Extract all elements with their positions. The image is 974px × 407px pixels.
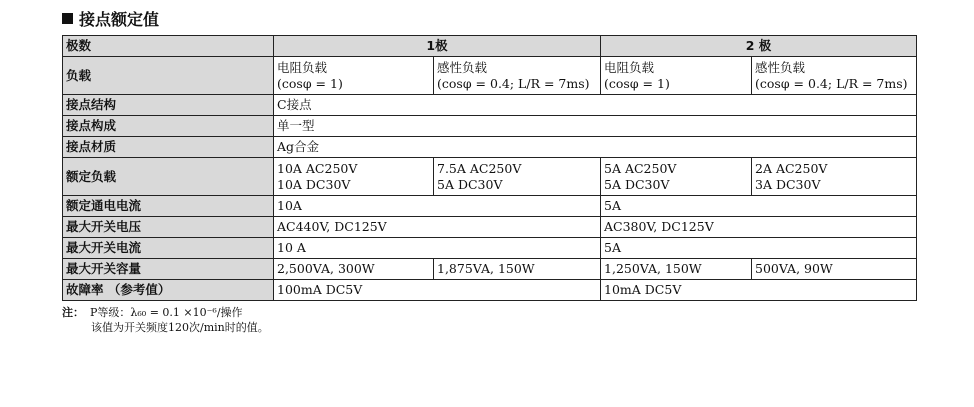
table-row (63, 57, 917, 95)
table-cell: AC440V, DC125V (274, 217, 601, 238)
row-header-max-capacity: 最大开关容量 (63, 259, 274, 280)
table-cell: 5A (601, 196, 917, 217)
table-row (63, 158, 917, 196)
column-header-1-pole: 1极 (274, 36, 601, 57)
table-cell: 2,500VA, 300W (274, 259, 434, 280)
footnote-label: 注： (62, 306, 84, 319)
section-title-text: 接点额定值 (79, 10, 160, 29)
table-cell: 电阻负载 (cosφ = 1) (274, 57, 434, 95)
table-cell: C接点 (274, 95, 917, 116)
footnote-line-1: P等级：λ₆₀ = 0.1 ×10⁻⁶/操作 (90, 306, 243, 319)
table-row (63, 217, 917, 238)
footnote (62, 305, 269, 335)
table-cell: 7.5A AC250V 5A DC30V (434, 158, 601, 196)
column-header-2-pole: 2 极 (601, 36, 917, 57)
table-cell: 单一型 (274, 116, 917, 137)
table-cell: 1,875VA, 150W (434, 259, 601, 280)
table-cell: 100mA DC5V (274, 280, 601, 301)
section-title (62, 7, 159, 30)
table-row (63, 280, 917, 301)
table-row (63, 116, 917, 137)
table-cell: 电阻负载 (cosφ = 1) (601, 57, 752, 95)
table-cell: 500VA, 90W (752, 259, 917, 280)
square-bullet-icon (62, 13, 73, 24)
table-cell: AC380V, DC125V (601, 217, 917, 238)
table-row (63, 238, 917, 259)
row-header-contact-material: 接点材质 (63, 137, 274, 158)
row-header-load: 负载 (63, 57, 274, 95)
table-cell: 10 A (274, 238, 601, 259)
row-header-failure-rate: 故障率 （参考值） (63, 280, 274, 301)
table-cell: 5A AC250V 5A DC30V (601, 158, 752, 196)
footnote-line-2: 该值为开关频度120次/min时的值。 (91, 321, 269, 334)
table-cell: 感性负载 (cosφ = 0.4; L/R = 7ms) (752, 57, 917, 95)
table-row (63, 196, 917, 217)
table-cell: 5A (601, 238, 917, 259)
row-header-max-voltage: 最大开关电压 (63, 217, 274, 238)
contact-rating-table (62, 35, 917, 301)
table-cell: Ag合金 (274, 137, 917, 158)
row-header-poles: 极数 (63, 36, 274, 57)
table-row (63, 259, 917, 280)
table-cell: 1,250VA, 150W (601, 259, 752, 280)
table-row (63, 95, 917, 116)
row-header-rated-load: 额定负载 (63, 158, 274, 196)
table-row (63, 137, 917, 158)
row-header-contact-structure: 接点结构 (63, 95, 274, 116)
table-cell: 感性负载 (cosφ = 0.4; L/R = 7ms) (434, 57, 601, 95)
table-row (63, 36, 917, 57)
row-header-max-current: 最大开关电流 (63, 238, 274, 259)
table-cell: 10mA DC5V (601, 280, 917, 301)
table-cell: 2A AC250V 3A DC30V (752, 158, 917, 196)
table-cell: 10A (274, 196, 601, 217)
row-header-rated-current: 额定通电电流 (63, 196, 274, 217)
row-header-contact-form: 接点构成 (63, 116, 274, 137)
table-cell: 10A AC250V 10A DC30V (274, 158, 434, 196)
